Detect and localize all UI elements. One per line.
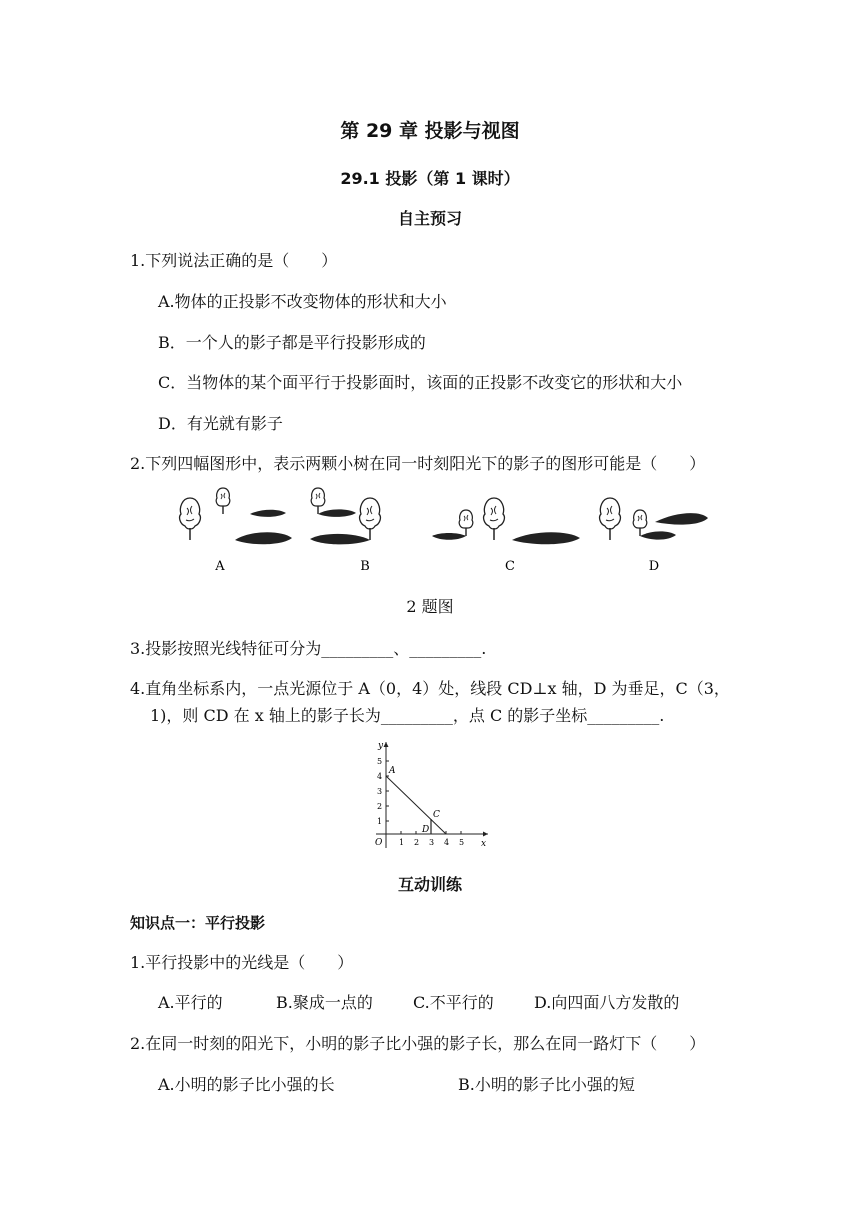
y-tick-5: 5 (377, 757, 383, 766)
preview-q1-option-c: C．当物体的某个面平行于投影面时，该面的正投影不改变它的形状和大小 (158, 373, 683, 392)
tree-shadow-figure (160, 484, 720, 576)
x-tick-5: 5 (459, 838, 465, 847)
figure-a (180, 488, 292, 544)
x-tick-2: 2 (414, 838, 420, 847)
preview-q1-option-d: D．有光就有影子 (158, 414, 283, 433)
figure-caption: 2 题图 (406, 597, 454, 616)
figure-label-c: C (505, 559, 515, 574)
preview-q1-option-b: B．一个人的影子都是平行投影形成的 (158, 333, 426, 352)
point-d-label: D (422, 825, 430, 835)
section-title: 29.1 投影（第 1 课时） (340, 169, 520, 188)
k1-q1-stem: 1.平行投影中的光线是（ ） (130, 953, 354, 972)
y-tick-4: 4 (377, 772, 383, 781)
figure-c (432, 498, 580, 544)
preview-heading: 自主预习 (397, 209, 462, 228)
figure-label-d: D (648, 559, 660, 574)
preview-q1-stem: 1.下列说法正确的是（ ） (130, 251, 338, 270)
preview-q3-stem: 3.投影按照光线特征可分为_________、_________. (130, 639, 487, 658)
point-c-label: C (433, 810, 440, 820)
k1-q2-stem: 2.在同一时刻的阳光下，小明的影子比小强的影子长，那么在同一路灯下（ ） (130, 1034, 706, 1053)
point-a-label: A (389, 766, 396, 776)
k1-q2-option-a: A.小明的影子比小强的长 (158, 1075, 335, 1094)
y-tick-2: 2 (377, 802, 383, 811)
chapter-title: 第 29 章 投影与视图 (340, 120, 520, 142)
figure-label-a: A (215, 559, 225, 574)
light-ray (386, 776, 446, 834)
preview-q4-line1: 4.直角坐标系内，一点光源位于 A（0，4）处，线段 CD⊥x 轴，D 为垂足，C（3， (130, 679, 730, 698)
preview-q2-stem: 2.下列四幅图形中，表示两颗小树在同一时刻阳光下的影子的图形可能是（ ） (130, 454, 706, 473)
x-axis-label: x (481, 839, 487, 849)
x-tick-1: 1 (399, 838, 405, 847)
k1-q1-option-b: B.聚成一点的 (276, 993, 373, 1012)
figure-label-b: B (360, 559, 370, 574)
training-heading: 互动训练 (397, 875, 462, 894)
y-axis-label: y (378, 741, 384, 751)
y-tick-3: 3 (377, 787, 383, 796)
knowledge-point-heading: 知识点一：平行投影 (130, 914, 266, 932)
origin-label: O (375, 838, 383, 848)
k1-q2-option-b: B.小明的影子比小强的短 (458, 1075, 635, 1094)
preview-q4-line2: 1)，则 CD 在 x 轴上的影子长为_________，点 C 的影子坐标_________. (150, 706, 665, 725)
x-tick-4: 4 (444, 838, 450, 847)
x-tick-3: 3 (429, 838, 435, 847)
coordinate-graph (364, 736, 494, 854)
k1-q1-option-c: C.不平行的 (413, 993, 494, 1012)
k1-q1-option-d: D.向四面八方发散的 (534, 993, 680, 1012)
k1-q1-option-a: A.平行的 (158, 993, 223, 1012)
y-tick-1: 1 (377, 817, 383, 826)
figure-b (310, 488, 380, 544)
figure-d (600, 498, 708, 540)
preview-q1-option-a: A.物体的正投影不改变物体的形状和大小 (158, 292, 447, 311)
